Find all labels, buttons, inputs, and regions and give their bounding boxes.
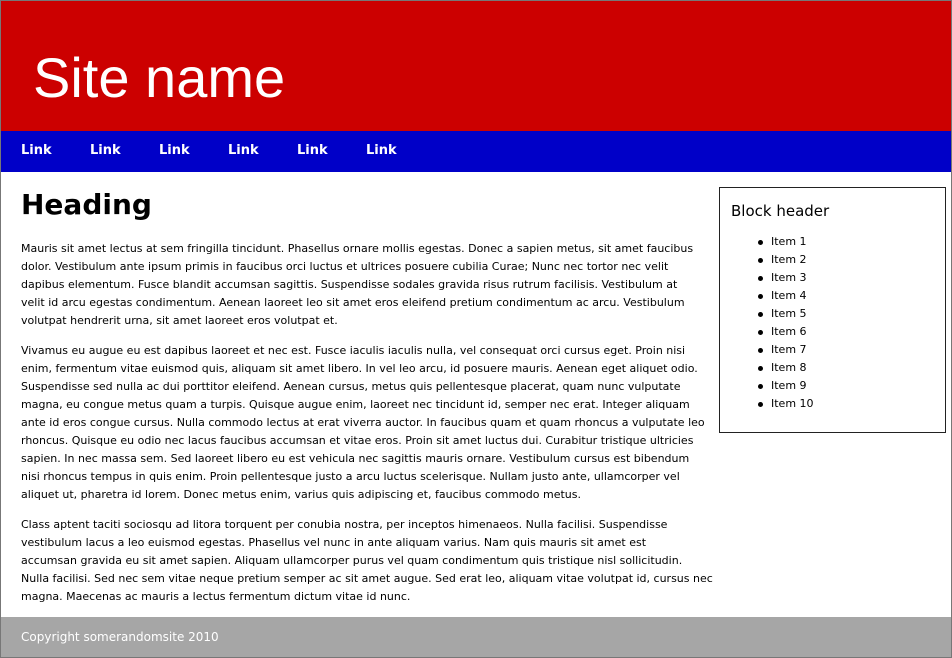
list-item-label: Item 10 — [771, 397, 814, 410]
list-item-label: Item 6 — [771, 325, 807, 338]
site-name: Site name — [33, 46, 286, 109]
paragraph-line: aliquet ut, pharetra id lorem. Donec metus enim, varius quis adipiscing et, faucibus commodo metus. — [21, 488, 581, 501]
paragraph-line: nisi rhoncus tempus in quis enim. Proin pellentesque justo a arcu luctus scelerisque. Nullam justo ante, ullamcorper vel — [21, 470, 680, 483]
nav-link-2[interactable]: Link — [90, 143, 121, 158]
nav-link-4[interactable]: Link — [228, 143, 259, 158]
bullet-icon — [758, 348, 763, 353]
list-item — [753, 395, 814, 413]
bullet-icon — [758, 330, 763, 335]
list-item — [753, 377, 814, 395]
list-item-label: Item 7 — [771, 343, 807, 356]
paragraph-line: dolor. Vestibulum ante ipsum primis in faucibus orci luctus et ultrices posuere cubilia Curae; Nunc nec tortor nec velit — [21, 260, 669, 273]
main-heading: Heading — [21, 188, 152, 221]
paragraph-1 — [21, 240, 693, 330]
block-header: Block header — [731, 202, 830, 220]
list-item — [753, 341, 814, 359]
bullet-icon — [758, 312, 763, 317]
list-item — [753, 359, 814, 377]
bullet-icon — [758, 258, 763, 263]
sidebar-block — [719, 187, 946, 433]
paragraph-line: dapibus elementum. Fusce blandit accumsan sagittis. Suspendisse sodales gravida risus rutrum facilisis. Vestibulum at — [21, 278, 678, 291]
paragraph-3 — [21, 516, 713, 606]
list-item-label: Item 5 — [771, 307, 807, 320]
list-item-label: Item 2 — [771, 253, 807, 266]
bullet-icon — [758, 366, 763, 371]
paragraph-2 — [21, 342, 705, 504]
paragraph-line: volutpat hendrerit urna, sit amet laoreet eros volutpat et. — [21, 314, 338, 327]
nav-link-1[interactable]: Link — [21, 143, 52, 158]
list-item — [753, 251, 814, 269]
list-item-label: Item 4 — [771, 289, 807, 302]
paragraph-line: Nulla facilisi. Sed nec sem vitae neque pretium semper ac sit amet augue. Sed erat leo, aliquam vitae volutpat id, cursus nec — [21, 572, 713, 585]
main-content — [21, 185, 713, 603]
paragraph-line: velit id arcu egestas condimentum. Aenean laoreet leo sit amet eros eleifend pretium condimentum ac arcu. Vestibulum — [21, 296, 685, 309]
main-navigation — [1, 131, 951, 172]
paragraph-line: vestibulum lacus a leo euismod egestas. Phasellus vel nunc in ante aliquam varius. Nam quis mauris sit amet est — [21, 536, 647, 549]
block-list — [753, 233, 814, 413]
paragraph-line: Mauris sit amet lectus at sem fringilla tincidunt. Phasellus ornare mollis egestas. Donec a sapien metus, sit amet faucibus — [21, 242, 694, 255]
paragraph-line: sapien. In nec massa sem. Sed laoreet libero eu est vehicula nec sagittis mauris ornare. Vestibulum cursus est bibendum — [21, 452, 690, 465]
paragraph-line: Class aptent taciti sociosqu ad litora torquent per conubia nostra, per inceptos himenaeos. Nulla facilisi. Suspendisse — [21, 518, 668, 531]
list-item-label: Item 1 — [771, 235, 807, 248]
nav-link-5[interactable]: Link — [297, 143, 328, 158]
paragraph-line: accumsan gravida eu sit amet sapien. Aliquam ullamcorper purus vel quam condimentum quis tristique nisl sollicitudin. — [21, 554, 683, 567]
site-footer — [1, 617, 951, 657]
paragraph-line: rhoncus. Quisque eu odio nec lacus faucibus accumsan et vitae eros. Proin sit amet luctus dui. Curabitur tristique ultricies — [21, 434, 694, 447]
list-item — [753, 233, 814, 251]
list-item — [753, 287, 814, 305]
bullet-icon — [758, 294, 763, 299]
copyright-text: Copyright somerandomsite 2010 — [21, 630, 219, 644]
nav-link-3[interactable]: Link — [159, 143, 190, 158]
paragraph-line: Vivamus eu augue eu est dapibus laoreet et nec est. Fusce iaculis iaculis nulla, vel consequat orci cursus eget. Proin nisi — [21, 344, 686, 357]
paragraph-line: magna. Maecenas ac mauris a lectus fermentum dictum vitae id nunc. — [21, 590, 411, 603]
list-item-label: Item 3 — [771, 271, 807, 284]
list-item-label: Item 8 — [771, 361, 807, 374]
paragraph-line: Suspendisse sed nulla ac dui porttitor eleifend. Aenean cursus, metus quis pellentesque placerat, quam nunc vulputate — [21, 380, 681, 393]
nav-link-6[interactable]: Link — [366, 143, 397, 158]
bullet-icon — [758, 402, 763, 407]
list-item-label: Item 9 — [771, 379, 807, 392]
list-item — [753, 323, 814, 341]
bullet-icon — [758, 276, 763, 281]
paragraph-line: enim, fermentum vitae euismod quis, aliquam sit amet libero. In vel leo arcu, id posuere mauris. Aenean eget aliquet odio. — [21, 362, 698, 375]
bullet-icon — [758, 384, 763, 389]
paragraph-line: ante id eros congue cursus. Nulla commodo lectus at erat viverra auctor. In faucibus quam et quam rhoncus a vulputate leo — [21, 416, 705, 429]
paragraph-line: magna, eu congue metus quam a turpis. Quisque augue enim, laoreet nec tincidunt id, semper nec erat. Integer aliquam — [21, 398, 690, 411]
list-item — [753, 269, 814, 287]
site-header — [1, 1, 951, 131]
list-item — [753, 305, 814, 323]
bullet-icon — [758, 240, 763, 245]
